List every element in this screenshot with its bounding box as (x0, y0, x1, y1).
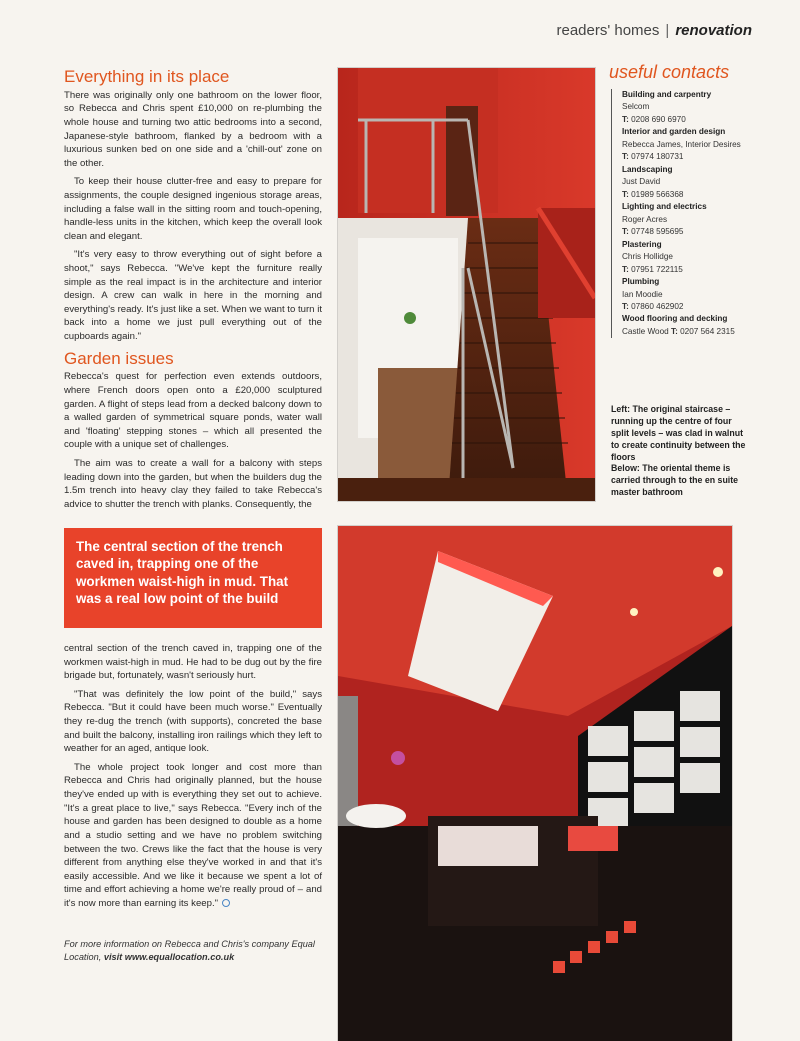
paragraph: There was originally only one bathroom on the lower floor, so Rebecca and Chris spent £10,000 on re-plumbing the whole house and turning two attic bedrooms into a second, Japanese-style bathroom, flanked by a bedroom with a luxurious sunken bed on one side and a 'chill-out' zone on the other. (64, 89, 322, 169)
contact-entry (622, 313, 759, 338)
contact-entry (622, 201, 759, 238)
contact-entry (622, 239, 759, 276)
paragraph: "That was definitely the low point of the build," says Rebecca. "But it could have been much worse." Eventually they re-dug the trench (with supports), concreted the base and built the balcony, installing iron railings which they left to weather for an aged, antique look. (64, 688, 322, 755)
contact-phone: T: 0208 690 6970 (622, 114, 686, 124)
paragraph: To keep their house clutter-free and easy to prepare for assignments, the couple designed ingenious storage areas, including a false wall in the sitting room and touch-opening, handle-less units in the kitchen, which keep the overall look clean and elegant. (64, 176, 322, 242)
article-column-top (64, 68, 322, 516)
contacts-list (611, 89, 759, 338)
footnote-link[interactable]: visit www.equallocation.co.uk (103, 952, 235, 963)
header-section: readers' homes (556, 22, 660, 39)
photo-caption (611, 404, 751, 499)
contact-entry (622, 276, 759, 313)
caption-below-text: The oriental theme is carried through to the en suite master bathroom (611, 463, 739, 498)
article-column-bottom (64, 642, 322, 916)
contact-category: Wood flooring and decking (622, 314, 728, 324)
contact-phone: T: 07748 595695 (622, 227, 684, 237)
caption-below-label: Below: (611, 463, 640, 474)
paragraph: The aim was to create a wall for a balcony with steps leading down into the garden, but when the builders dug the 1.5m trench into heavy clay they failed to take Rebecca's advice to shutter the trench with planks. Consequently, the (64, 458, 322, 510)
contact-category: Plastering (622, 239, 662, 249)
contact-name: Rebecca James, Interior Desires (622, 139, 741, 149)
contact-name-phone: Castle Wood T: 0207 564 2315 (622, 326, 735, 336)
paragraph-text: The whole project took longer and cost more than Rebecca and Chris had originally planned, but the house they've ended up with is everything they set out to achieve. "It's a great place to live," says Rebecca. "Every inch of the house and garden has been designed to double as a home and a studio setting and we have no problem switching between the two. Crews like the fact that the house is very different from anything else they've worked in and that it's easily accessible. And we like it because we spent a lot of time and effort achieving a home we're really proud of – and it's now more than earning its keep." (64, 761, 322, 909)
paragraph (64, 761, 322, 911)
header-subsection: renovation (675, 22, 752, 39)
caption-left-label: Left: (611, 404, 631, 414)
contact-phone: T: 07974 180731 (622, 152, 684, 162)
bathroom-photo (338, 526, 732, 1041)
contact-phone: T: 07860 462902 (622, 301, 684, 311)
contact-category: Plumbing (622, 277, 660, 287)
staircase-photo (338, 68, 595, 501)
contact-entry (622, 164, 759, 201)
contact-name: Selcom (622, 102, 650, 112)
useful-contacts-box (609, 62, 759, 338)
subheading-garden-issues: Garden issues (64, 348, 174, 368)
footnote (64, 938, 322, 965)
end-of-article-icon (222, 899, 230, 907)
contact-category: Landscaping (622, 164, 673, 174)
paragraph: central section of the trench caved in, trapping one of the workmen waist-high in mud. He had to be dug out by the fire brigade but, fortunately, wasn't seriously hurt. (64, 643, 322, 682)
caption-left-text: The original staircase – running up the centre of four split levels – was clad in walnut to create continuity between the floors (611, 404, 746, 462)
contact-category: Interior and garden design (622, 127, 726, 137)
contacts-title: useful contacts (609, 62, 730, 82)
contact-category: Lighting and electrics (622, 202, 707, 212)
pull-quote: The central section of the trench caved in, trapping one of the workmen waist-high in mud. That was a real low point of the build (64, 528, 322, 628)
header-divider: | (665, 22, 670, 39)
staircase-illustration (338, 68, 595, 501)
contact-name: Chris Hollidge (622, 252, 673, 262)
contact-entry (622, 126, 759, 163)
contact-entry (622, 89, 759, 126)
contact-name: Just David (622, 177, 661, 187)
subheading-everything-in-its-place: Everything in its place (64, 67, 230, 86)
contact-name: Ian Moodie (622, 289, 663, 299)
running-header (556, 22, 752, 39)
contact-category: Building and carpentry (622, 90, 712, 99)
contact-name: Roger Acres (622, 214, 668, 224)
contact-phone: T: 01989 566368 (622, 189, 684, 199)
footnote-text: For more information on Rebecca and Chris's company Equal Location, (64, 939, 315, 963)
paragraph: Rebecca's quest for perfection even extends outdoors, where French doors open onto a £20,000 sculptured garden. A flight of steps lead from a decked balcony down to a walled garden of symmetrical square ponds, water wall and 'floating' stepping stones – which all presented the couple with a unique set of challenges. (64, 371, 322, 451)
contact-phone: T: 07951 722115 (622, 264, 683, 274)
paragraph: "It's very easy to throw everything out of sight before a shoot," says Rebecca. "We've kept the furniture really simple as the real impact is in the architecture and interior design. A crew can walk in here in the morning and everything's ready. It's just like a set. When we want to turn it back into a home we just pull everything out of the cupboards again." (64, 249, 322, 343)
bathroom-illustration (338, 526, 732, 1041)
